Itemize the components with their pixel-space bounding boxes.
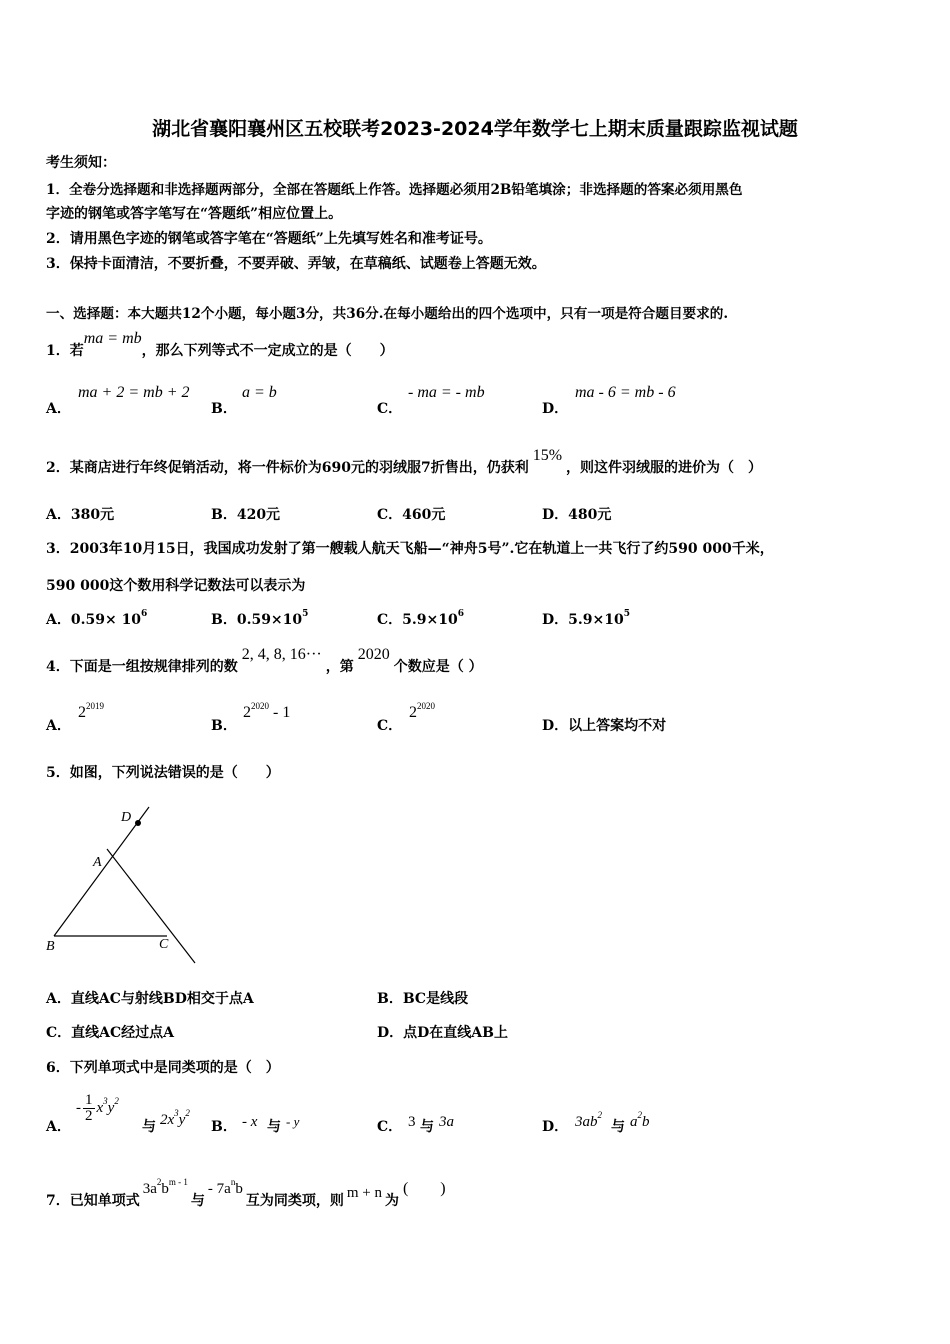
q6-d2-b: b [642, 1114, 650, 1130]
q6-a-den: 2 [85, 1108, 93, 1124]
q6-a-fraction [83, 1093, 95, 1124]
q7-stem-mid: 互为同类项，则 [245, 1193, 344, 1209]
q5-option-d: D．点D在直线AB上 [377, 1025, 508, 1041]
q7-t1a-exp: 2 [156, 1177, 162, 1187]
q3-option-a [46, 609, 147, 629]
q3-option-a-text: A．0.59× 10 [46, 612, 142, 628]
q3-option-b [211, 609, 308, 629]
q3-option-c [377, 609, 464, 629]
notice-line-1a: 1．全卷分选择题和非选择题两部分，全部在答题纸上作答。选择题必须用2B铅笔填涂；非选择题的答案必须用黑色 [46, 182, 743, 198]
q6-a2-y: y [178, 1112, 186, 1128]
label-c: C [159, 937, 169, 952]
q3-stem-line1: 3．2003年10月15日，我国成功发射了第一艘载人航天飞船—“神舟5号”.它在轨道上一共飞行了约590 000千米， [46, 541, 774, 557]
q3-option-c-exp: 6 [457, 609, 464, 619]
q6-d1-text: 3ab [575, 1114, 598, 1130]
q3-option-c-text: C．5.9×10 [377, 612, 458, 628]
q6-a2-pre: 2x [160, 1112, 175, 1128]
label-a: A [93, 855, 102, 870]
q4-option-a-label: A． [46, 718, 71, 734]
q3-option-a-exp: 6 [141, 609, 148, 619]
q6-d-mono1 [575, 1110, 602, 1131]
q1-option-d: ma - 6 = mb - 6 [575, 384, 676, 401]
q1-option-b: a = b [242, 384, 277, 401]
q7-answer-paren: ( ) [402, 1180, 446, 1197]
q6-c-mono2: 3a [439, 1114, 454, 1130]
q1-option-a-label: A． [46, 401, 71, 417]
q2-stem-pre: 2．某商店进行年终促销活动，将一件标价为690元的羽绒服7折售出，仍获利 [46, 460, 529, 476]
q6-option-b-label: B． [211, 1119, 237, 1135]
q1-stem [46, 330, 394, 360]
q7-t2a-exp: n [230, 1177, 236, 1187]
notice-line-3: 3．保持卡面清洁，不要折叠，不要弄破、弄皱，在草稿纸、试题卷上答题无效。 [46, 256, 546, 272]
q6-d-with: 与 [611, 1119, 625, 1135]
q1-option-d-label: D． [542, 401, 569, 417]
q6-stem: 6．下列单项式中是同类项的是（ ） [46, 1060, 280, 1076]
q2-option-b: B．420元 [211, 507, 281, 523]
q7-stem [46, 1177, 446, 1210]
triangle-figure [40, 800, 210, 970]
q6-d2-a: a [630, 1114, 638, 1130]
point-d-dot [135, 820, 141, 826]
q5-option-b: B．BC是线段 [377, 991, 469, 1007]
q4-option-b [243, 701, 291, 722]
q3-option-b-exp: 5 [302, 609, 309, 619]
q6-d1-exp: 2 [597, 1110, 602, 1120]
q2-option-a: A．380元 [46, 507, 115, 523]
q6-a-y-exp: 2 [114, 1096, 119, 1106]
q3-option-d-exp: 5 [623, 609, 630, 619]
q4-option-d: D．以上答案均不对 [542, 718, 667, 734]
q6-option-a-label: A． [46, 1119, 71, 1135]
q4-stem-pre: 4．下面是一组按规律排列的数 [46, 659, 238, 675]
q3-option-d-text: D．5.9×10 [542, 612, 624, 628]
q6-option-c-label: C． [377, 1119, 403, 1135]
q5-stem: 5．如图，下列说法错误的是（ ） [46, 765, 280, 781]
line-bd [54, 807, 149, 936]
q4-option-b-label: B． [211, 718, 237, 734]
q6-a-mono1 [96, 1096, 119, 1116]
q4-option-c-exp: 2020 [417, 701, 435, 711]
q7-stem-pre: 7．已知单项式 [46, 1193, 140, 1209]
section-heading: 一、选择题：本大题共12个小题，每小题3分，共36分.在每小题给出的四个选项中，只有一项是符合题目要求的. [46, 306, 729, 322]
q5-option-a: A．直线AC与射线BD相交于点A [46, 991, 254, 1007]
q6-a-sign: - [76, 1100, 81, 1116]
q6-a-x-exp: 3 [103, 1096, 108, 1106]
q6-option-a [76, 1093, 119, 1124]
q4-option-b-base: 2 [243, 704, 251, 721]
q7-term1 [142, 1177, 188, 1197]
q6-a2-x-exp: 3 [174, 1108, 179, 1118]
q1-option-b-label: B． [211, 401, 237, 417]
q6-c-mono1: 3 [408, 1114, 416, 1130]
q7-t1b-exp: m - 1 [168, 1177, 188, 1187]
q6-b-with: 与 [267, 1119, 281, 1135]
q4-stem-post: 个数应是（ ） [393, 659, 483, 675]
q4-term-index: 2020 [357, 646, 390, 663]
q4-option-c [409, 701, 435, 722]
q3-option-b-text: B．0.59×10 [211, 612, 303, 628]
q1-stem-post: ，那么下列等式不一定成立的是（ ） [141, 343, 394, 359]
q6-b-mono2: - y [286, 1114, 300, 1129]
q2-option-c: C．460元 [377, 507, 446, 523]
q7-t1b: b [161, 1181, 169, 1197]
q1-condition: ma = mb [83, 330, 142, 347]
label-d: D [121, 810, 132, 825]
q4-option-c-base: 2 [409, 704, 417, 721]
q1-option-c-label: C． [377, 401, 403, 417]
q4-option-a-base: 2 [78, 704, 86, 721]
q4-stem-mid: ，第 [325, 659, 354, 675]
line-ac [107, 849, 195, 963]
q6-b-mono1: - x [242, 1114, 258, 1130]
notice-heading: 考生须知： [46, 155, 116, 171]
q6-a-x: x [96, 1100, 104, 1116]
q4-stem [46, 646, 483, 676]
q5-option-c: C．直线AC经过点A [46, 1025, 175, 1041]
q7-t1a: 3a [142, 1181, 157, 1197]
q6-a2-y-exp: 2 [185, 1108, 190, 1118]
q6-option-d-label: D． [542, 1119, 569, 1135]
q6-d2-exp: 2 [637, 1110, 642, 1120]
q4-option-b-exp: 2020 [251, 701, 269, 711]
label-b: B [46, 939, 55, 954]
q5-figure [40, 800, 210, 970]
q2-option-d: D．480元 [542, 507, 612, 523]
q6-c-with: 与 [420, 1119, 434, 1135]
q1-stem-pre: 1．若 [46, 343, 84, 359]
q3-stem-line2: 590 000这个数用科学记数法可以表示为 [46, 578, 306, 594]
q7-t2a: - 7a [207, 1181, 231, 1197]
q7-t2b: b [235, 1181, 243, 1197]
q1-option-c: - ma = - mb [408, 384, 485, 401]
q2-stem-post: ，则这件羽绒服的进价为（ ） [566, 460, 763, 476]
q4-option-a [78, 701, 104, 722]
q6-d-mono2 [630, 1110, 650, 1131]
notice-line-1b: 字迹的钢笔或答字笔写在“答题纸”相应位置上。 [46, 206, 343, 222]
q6-a-y: y [107, 1100, 115, 1116]
q4-option-c-label: C． [377, 718, 403, 734]
q4-option-b-tail: - 1 [269, 704, 291, 721]
notice-line-2: 2．请用黑色字迹的钢笔或答字笔在“答题纸”上先填写姓名和准考证号。 [46, 231, 492, 247]
q6-a-with: 与 [142, 1119, 156, 1135]
q6-a-mono2 [160, 1108, 190, 1129]
q2-profit-rate: 15% [532, 447, 563, 464]
q1-option-a: ma + 2 = mb + 2 [78, 384, 190, 401]
q7-with: 与 [190, 1193, 205, 1209]
q4-sequence: 2, 4, 8, 16··· [241, 646, 322, 663]
q7-stem-post: 为 [384, 1193, 399, 1209]
q2-stem [46, 447, 763, 477]
q7-m-plus-n: m + n [346, 1185, 382, 1201]
q4-option-a-exp: 2019 [86, 701, 104, 711]
page-title: 湖北省襄阳襄州区五校联考2023-2024学年数学七上期末质量跟踪监视试题 [152, 118, 798, 140]
q3-option-d [542, 609, 630, 629]
q7-term2 [207, 1177, 243, 1197]
q6-a-num: 1 [85, 1092, 93, 1108]
